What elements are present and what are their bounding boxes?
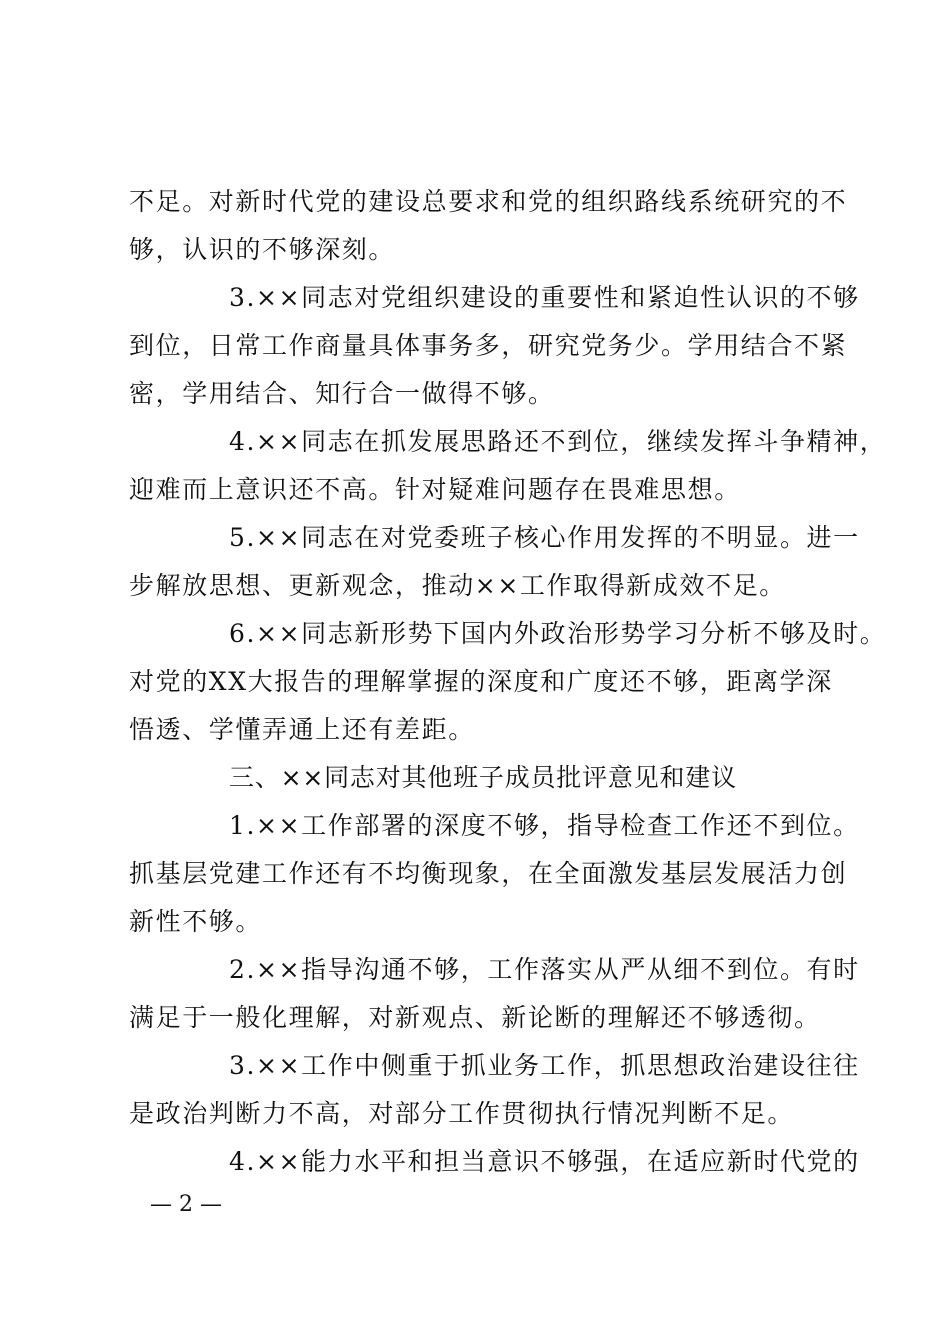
text-line: 迎难而上意识还不高。针对疑难问题存在畏难思想。 — [129, 475, 741, 504]
text-line: 步解放思想、更新观念，推动××工作取得新成效不足。 — [129, 571, 786, 600]
text-line: 4.××同志在抓发展思路还不到位，继续发挥斗争精神， — [229, 427, 887, 456]
text-line: 1.××工作部署的深度不够，指导检查工作还不到位。 — [229, 811, 860, 840]
text-line: 抓基层党建工作还有不均衡现象，在全面激发基层发展活力创 — [129, 859, 848, 888]
text-line: 满足于一般化理解，对新观点、新论断的理解还不够透彻。 — [129, 1003, 821, 1032]
text-line: 4.××能力水平和担当意识不够强，在适应新时代党的 — [229, 1147, 860, 1176]
document-body — [129, 178, 887, 1186]
text-line: 是政治判断力不高，对部分工作贯彻执行情况判断不足。 — [129, 1099, 795, 1128]
text-line: 新性不够。 — [129, 907, 263, 936]
text-line: 3.××工作中侧重于抓业务工作，抓思想政治建设往往 — [229, 1051, 860, 1080]
page-number: — 2 — — [150, 1192, 222, 1217]
text-line: 悟透、学懂弄通上还有差距。 — [129, 715, 475, 744]
text-line: 对党的XX大报告的理解掌握的深度和广度还不够，距离学深 — [129, 667, 833, 696]
text-line: 5.××同志在对党委班子核心作用发挥的不明显。进一 — [229, 523, 860, 552]
text-line: 到位，日常工作商量具体事务多，研究党务少。学用结合不紧 — [129, 331, 848, 360]
text-line: 够，认识的不够深刻。 — [129, 235, 396, 264]
text-line: 6.××同志新形势下国内外政治形势学习分析不够及时。 — [229, 619, 887, 648]
text-line: 2.××指导沟通不够，工作落实从严从细不到位。有时 — [229, 955, 860, 984]
section-heading: 三、××同志对其他班子成员批评意见和建议 — [229, 763, 737, 792]
text-line: 不足。对新时代党的建设总要求和党的组织路线系统研究的不 — [129, 187, 848, 216]
text-line: 密，学用结合、知行合一做得不够。 — [129, 379, 555, 408]
text-line: 3.××同志对党组织建设的重要性和紧迫性认识的不够 — [229, 283, 860, 312]
